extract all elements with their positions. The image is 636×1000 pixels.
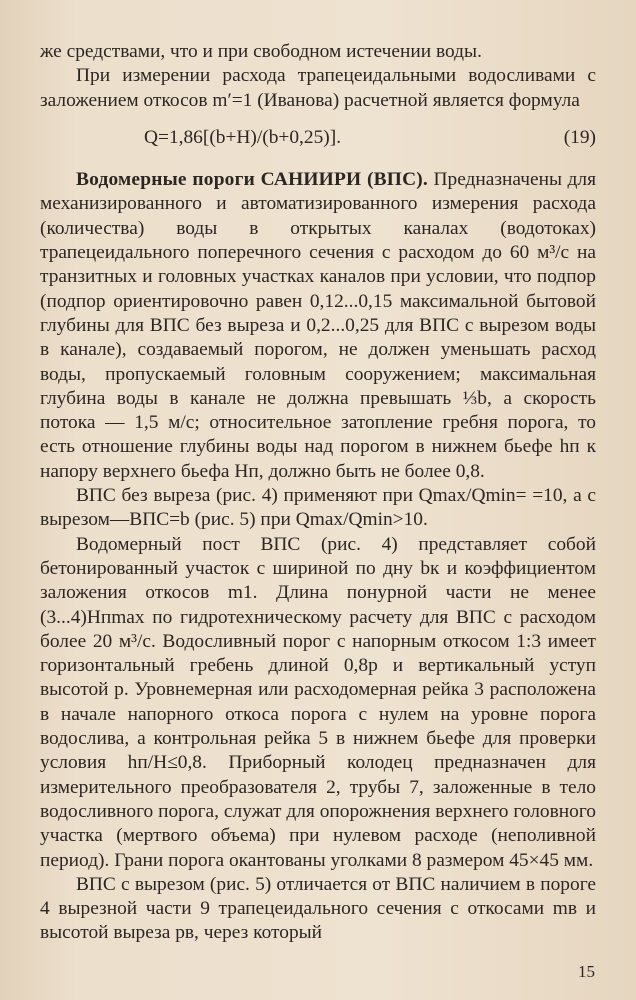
section-heading: Водомерные пороги САНИИРИ (ВПС). [76,169,428,191]
section-paragraph [40,168,596,484]
paragraph-formula-intro: При измерении расхода трапецеидальными водосливами с заложением откосов m′=1 (Иванова) расчетной является формула [40,65,596,111]
paragraph-continuation: же средствами, что и при свободном истечении воды. [40,41,482,62]
page-text [40,40,596,946]
paragraph-vps-types: ВПС без выреза (рис. 4) применяют при Qmax/Qmin= =10, а с вырезом—ВПС=b (рис. 5) при Qmax/Qmin>10. [40,485,596,531]
formula-number: (19) [563,126,596,148]
page-number: 15 [578,962,595,981]
paragraph-vps-cutout: ВПС с вырезом (рис. 5) отличается от ВПС наличием в пороге 4 вырезной части 9 трапецеидального сечения с откосами mв и высотой выреза pв, через который [40,873,596,944]
paragraph-measuring-post: Водомерный пост ВПС (рис. 4) представляет собой бетонированный участок с шириной по дну bк и коэффициентом заложения откосов m1. Длина понурной части не менее (3...4)Hпmax по гидротехническому расчету для ВПС с расходом более 20 м³/с. Водосливный порог с напорным откосом 1:3 имеет горизонтальный гребень длиной 0,8p и вертикальный уступ высотой p. Уровнемерная или расходомерная рейка 3 расположена в начале напорного откоса порога с нулем на уровне порога водослива, а контрольная рейка 5 в нижнем бьефе для проверки условия hп/H≤0,8. Приборный колодец предназначен для измерительного преобразователя 2, трубы 7, заложенные в тело водосливного порога, служат для опорожнения верхнего головного участка (мертвого объема) при нулевом расходе (неполивной период). Грани порога окантованы уголками 8 размером 45×45 мм. [40,533,596,871]
formula-19 [40,126,596,150]
formula-expression: Q=1,86[(b+H)/(b+0,25)]. [144,126,342,148]
section-body: Предназначены для механизированного и автоматизированного измерения расхода (количества) воды в открытых каналах (водотоках) трапецеидального поперечного сечения с расходом до 60 м³/с на транзитных и головных участках каналов при условии, что подпор (подпор ориентировочно равен 0,12...0,15 максимальной бытовой глубины для ВПС без выреза и 0,2...0,25 для ВПС с вырезом воды в канале), создаваемый порогом, не должен уменьшать расход воды, пропускаемый головным сооружением; максимальная глубина воды в канале не должна превышать ⅓b, а скорость потока — 1,5 м/с; относительное затопление гребня порога, то есть отношение глубины воды над порогом в нижнем бьефе hп к напору верхнего бьефа Hп, должно быть не более 0,8. [40,169,596,482]
